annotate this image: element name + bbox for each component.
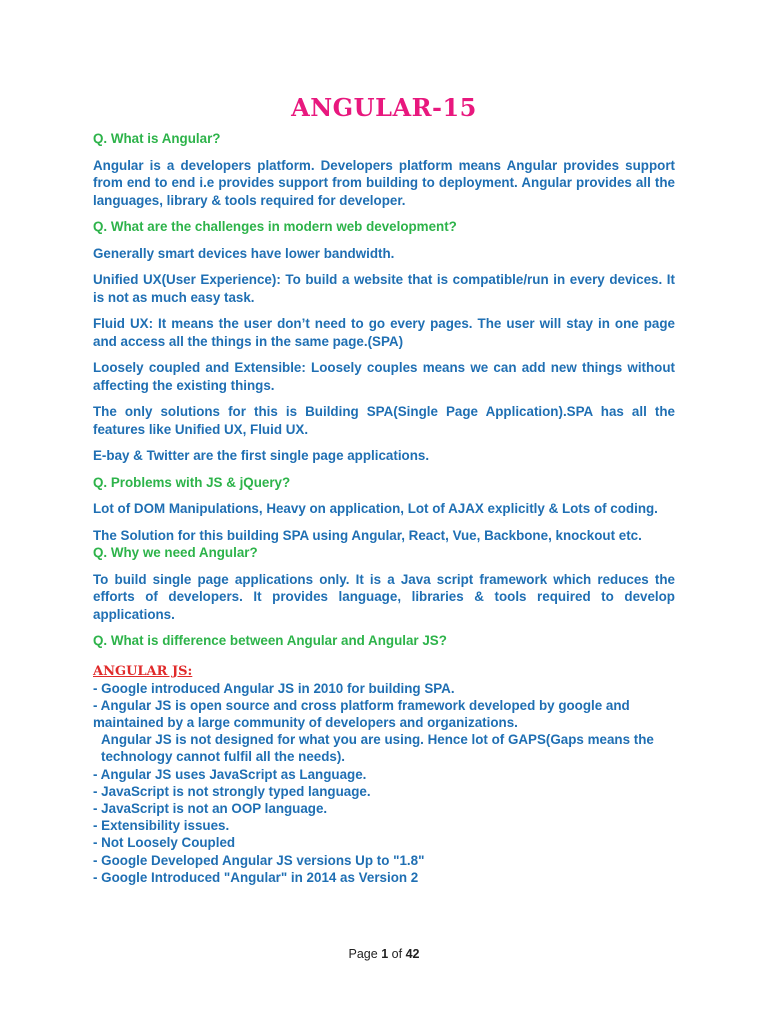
answer-unified-ux: Unified UX(User Experience): To build a website that is compatible/run in every devices. It is not as much easy task. [93, 272, 675, 305]
list-item: - JavaScript is not strongly typed language. [93, 783, 371, 799]
list-item: - JavaScript is not an OOP language. [93, 800, 328, 816]
footer-of-word: of [391, 947, 403, 961]
page-footer [0, 947, 768, 961]
answer-spa-frameworks: The Solution for this building SPA using Angular, React, Vue, Backbone, knockout etc. [93, 527, 642, 543]
list-item: - Extensibility issues. [93, 818, 230, 834]
answer-what-is-angular: Angular is a developers platform. Developers platform means Angular provides support from end to end i.e provides support from building to deployment. Angular provides all the languages, library & tools required for developer. [93, 157, 675, 208]
answer-loosely-coupled: Loosely coupled and Extensible: Loosely couples means we can add new things without affecting the existing things. [93, 360, 675, 393]
footer-page-word: Page [348, 947, 378, 961]
list-item: - Angular JS is open source and cross platform framework developed by google and maintained by a large community of developers and organizations. [93, 697, 630, 730]
list-item: - Google Developed Angular JS versions Up to "1.8" [93, 852, 425, 868]
answer-fluid-ux: Fluid UX: It means the user don’t need to go every pages. The user will stay in one page and access all the things in the same page.(SPA) [93, 316, 675, 349]
list-item: - Not Loosely Coupled [93, 835, 236, 851]
footer-total-pages: 42 [405, 947, 420, 961]
footer-current-page: 1 [381, 947, 389, 961]
answer-why-angular: To build single page applications only. It is a Java script framework which reduces the efforts of developers. It provides language, libraries & tools required to develop applications. [93, 571, 675, 622]
page-title: ANGULAR-15 [291, 93, 477, 122]
answer-bandwidth: Generally smart devices have lower bandwidth. [93, 245, 395, 261]
answer-dom-manipulations: Lot of DOM Manipulations, Heavy on application, Lot of AJAX explicitly & Lots of coding. [93, 501, 658, 516]
question-js-jquery: Q. Problems with JS & jQuery? [93, 474, 291, 490]
angularjs-points-list [93, 680, 675, 886]
list-item: - Google Introduced "Angular" in 2014 as Version 2 [93, 869, 419, 885]
question-why-angular: Q. Why we need Angular? [93, 545, 258, 560]
answer-first-spa: E-bay & Twitter are the first single page applications. [93, 448, 430, 463]
angularjs-heading: ANGULAR JS: [93, 663, 193, 679]
list-item: Angular JS is not designed for what you are using. Hence lot of GAPS(Gaps means the technology cannot fulfil all the needs). [101, 732, 654, 765]
question-angular-vs-angularjs: Q. What is difference between Angular and Angular JS? [93, 633, 447, 648]
list-item: - Google introduced Angular JS in 2010 for building SPA. [93, 680, 455, 696]
document-page [93, 92, 675, 886]
list-item: - Angular JS uses JavaScript as Language. [93, 766, 367, 782]
answer-spa-solution: The only solutions for this is Building SPA(Single Page Application).SPA has all the features like Unified UX, Fluid UX. [93, 404, 675, 437]
question-challenges: Q. What are the challenges in modern web development? [93, 219, 457, 234]
question-what-is-angular: Q. What is Angular? [93, 131, 221, 146]
